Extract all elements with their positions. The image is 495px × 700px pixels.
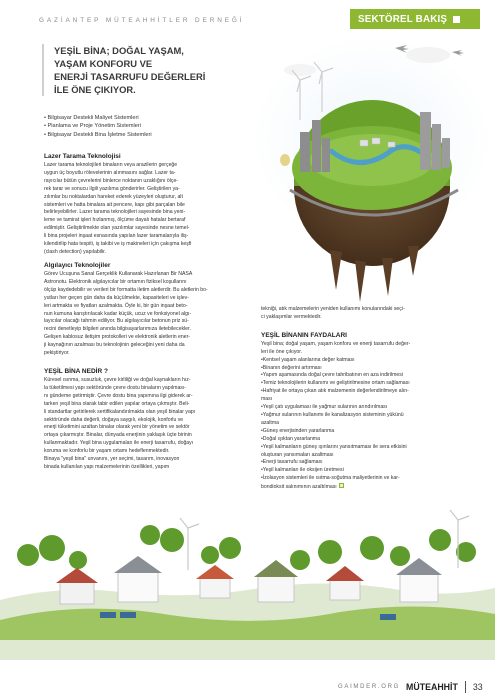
text-line: zılımlar bu noktalardan hareket ederek yüzeyleri oluşturur, alt <box>44 193 183 200</box>
text-line: recini denetleyip bilgileri anında bilgisayarlarımıza iletebilecekler. <box>44 326 191 333</box>
list-item: •Yeşil kalmanları ile oksijen üretmesi <box>261 467 344 474</box>
bottom-landscape-illustration <box>0 510 495 660</box>
list-item: •Enerji tasarrufu sağlaması <box>261 459 323 466</box>
section-banner <box>350 9 480 29</box>
text-line: nun kumuna karıştırılacak kadar küçük, ucuz ve fonksiyonel algı- <box>44 310 192 317</box>
list-item-text: bondioksit salınımının azaltılması <box>261 484 337 491</box>
list-item <box>261 483 493 492</box>
text-line: (clash detection) yapılabilir. <box>44 248 107 255</box>
text-line: ji kaynağının azalması bu teknolojinin geleceğini yeni daha da <box>44 342 185 349</box>
text-line: yutları her geçen gün daha da küçülmekte, kapasiteleri ve işlev- <box>44 294 189 301</box>
text-line: layıcılar olacağı tahmin ediliyor. Bu algılayıcılar betonun priz sü- <box>44 318 189 325</box>
section-heading: YEŞİL BİNA NEDİR ? <box>44 367 108 375</box>
title-line: YEŞİL BİNA; DOĞAL YAŞAM, <box>54 45 184 56</box>
section-heading: Algılayıcı Teknolojiler <box>44 262 111 269</box>
text-line: kilendirilip hata tespiti, iş takibi ve iş makineleri için çakışma keşfi <box>44 241 192 248</box>
text-line: leri ile öne çıkıyor. <box>261 348 303 355</box>
text-line: tekniği, atık malzemelerin yeniden kullanımı konularındaki seçi- <box>261 306 405 312</box>
list-item: oluşturan yansımaları azaltması <box>261 451 334 458</box>
text-line: Yeşil bina; doğal yaşam, yaşam konforu ve enerji tasarrufu değer- <box>261 340 411 347</box>
text-line: Astronotu. Elektronik algılayıcılar bir ortamın fiziksel koşullarını <box>44 278 187 285</box>
list-item: •Yağmur sularının kullanımı ile kanalizasyon sisteminin yükünü <box>261 411 404 418</box>
list-item: •Binanın değerini artırması <box>261 364 322 371</box>
text-line: la tüketilmesi yapı sektöründe çevre dostu binaların yapılması- <box>44 384 187 391</box>
bullet-list <box>44 114 284 139</box>
planet-city-illustration <box>252 35 492 302</box>
text-line: leme ve tamirat işleri hızlanmış, ölçüme dayalı hatalar bertaraf <box>44 217 186 224</box>
list-item: •Yapım aşamasında doğal çevre tahribatının en aza indirilmesi <box>261 372 404 379</box>
text-line: ölçüp kaydedebilir ve verileri bir formatta iletim aletlerdir. Bu aletlerin bo- <box>44 286 208 293</box>
bullet-item: • Bilgisayar Destekli Maliyet Sistemleri <box>44 115 139 121</box>
text-line: leri artmakta ve fiyatları azalmakta. Öyle ki, bir gün inşaat beto- <box>44 302 188 309</box>
text-line: sistemleri ve hatta binalara ait pencere, kapı gibi parçaları bile <box>44 201 185 208</box>
list-item: azaltma <box>261 419 279 426</box>
text-line: enerji tüketimini azaltan binalar olarak yeni bir yönetim ve sektör <box>44 424 190 431</box>
text-line: Gelişen kablosuz iletişim protokolleri ve elektronik aletlerin ener- <box>44 334 191 341</box>
title-line: ENERJİ TASARRUFU DEĞERLERİ <box>54 71 206 82</box>
list-item: ması <box>261 396 273 403</box>
text-line: pekiştiriyor. <box>44 350 70 357</box>
text-line: uygun üç boyutlu rölevelerinin alınmasını sağlar. Lazer ta- <box>44 169 176 176</box>
text-line: belirleyebilirler. Lazer tarama teknolojileri sayesinde bina yeni- <box>44 209 186 216</box>
text-line: sektöründe daha değerli, doğaya saygılı, ekolojik, konforlu ve <box>44 416 184 423</box>
square-icon <box>453 16 460 23</box>
list-item: •Hafriyat ile ortaya çıkan atık malzemenin değerlendirilmeye alın- <box>261 388 409 395</box>
section-title: SEKTÖREL BAKIŞ <box>358 13 448 25</box>
list-item: •Yeşil kalmanların güneş ışınlarını yansıtmaması ile sera etkisini <box>261 443 407 450</box>
page-number: 33 <box>472 682 483 692</box>
text-line: Binaya "yeşil bina" unvanını, yer seçimi, tasarım, inovasyon <box>44 456 180 463</box>
lazer-section <box>44 152 276 257</box>
text-line: binada kullanılan yapı malzemelerinin özellikleri, yapım <box>44 463 170 470</box>
bullet-item: • Planlama ve Proje Yönetim Sistemleri <box>44 123 141 130</box>
footer-site: GAIMDER.ORG <box>338 684 401 690</box>
algilayici-section <box>44 261 276 472</box>
text-line: ortaya çıkarmıştır. Binalar, dünyada enerjinin yaklaşık üçte birinin <box>44 432 192 439</box>
text-line: li standartlar getirilerek sertifikalandırılmakta olan yeşil binalar yapı <box>44 408 196 415</box>
text-line: Lazer tarama teknolojileri binaların veya arazilerin gerçeğe <box>44 162 178 168</box>
section-heading: YEŞİL BİNANIN FAYDALARI <box>261 331 347 339</box>
end-square-icon <box>339 483 344 488</box>
footer-divider <box>465 681 466 693</box>
text-line: nı gündeme getirmiştir. Çevre dostu bina yapımına ilgi giderek ar- <box>44 392 193 399</box>
text-line: kullanmaktadır. Yeşil bina uygulamaları ile enerji tasarrufu, doğayı <box>44 440 194 447</box>
text-line: ci yaklaşımlar vermektedir. <box>261 313 322 320</box>
text-line: li bina projeleri inşaat esnasında yapılan lazer taramalarıyla iliş- <box>44 233 189 240</box>
list-item: •Doğal ışıktan yararlanma <box>261 435 320 442</box>
page-footer <box>338 681 483 693</box>
text-line: koruma ve konforlu bir yaşam ortamı hedeflenmektedir. <box>44 448 170 455</box>
text-line: tarken yeşil bina olarak tabir edilen yapılar ortaya çıkmıştır. Beli- <box>44 400 190 407</box>
footer-brand: MÜTEAHHİT <box>406 682 458 692</box>
text-line: Görev Ucuşuna Sanal Gerçeklik Kullanarak Hazırlanan Bir NASA <box>44 271 193 277</box>
text-line: Küresel ısınma, susuzluk, çevre kirliliği ve doğal kaynakların hız- <box>44 376 191 383</box>
list-item: •Yeşil çatı uygulaması ile yağmur sularının arındırılması <box>261 404 388 411</box>
article-title <box>42 44 242 96</box>
list-item: •Kentsel yaşam alanlarına değer katması <box>261 356 355 363</box>
bullet-item: • Bilgisayar Destekli Bina İşletme Sistemleri <box>44 131 152 138</box>
title-line: YAŞAM KONFORU VE <box>54 58 153 69</box>
section-heading: Lazer Tarama Teknolojisi <box>44 153 121 160</box>
list-item: •İzolasyon sistemleri ile ısıtma-soğutma maliyetlerinin ve kar- <box>261 475 400 482</box>
association-name: GAZİANTEP MÜTEAHHİTLER DERNEĞİ <box>39 17 245 24</box>
text-line: rek tarar ve sonucu ilgili yazılıma gönderirler. Geliştirilen ya- <box>44 185 180 192</box>
text-line: rayıcılar bütün çevrelerini binlerce noktanın uzaklığını ölçe- <box>44 177 179 184</box>
list-item: •Güneş enerjisinden yararlanma <box>261 427 335 434</box>
list-item: •Temiz teknolojilerin kullanımı ve geliştirilmesine ortam sağlaması <box>261 380 410 387</box>
faydalar-section <box>261 306 493 492</box>
title-line: İLE ÖNE ÇIKIYOR. <box>54 84 136 95</box>
text-line: edilmiştir. Geliştirilmekte olan yazılımlar sayesinde nesne temel- <box>44 225 190 232</box>
